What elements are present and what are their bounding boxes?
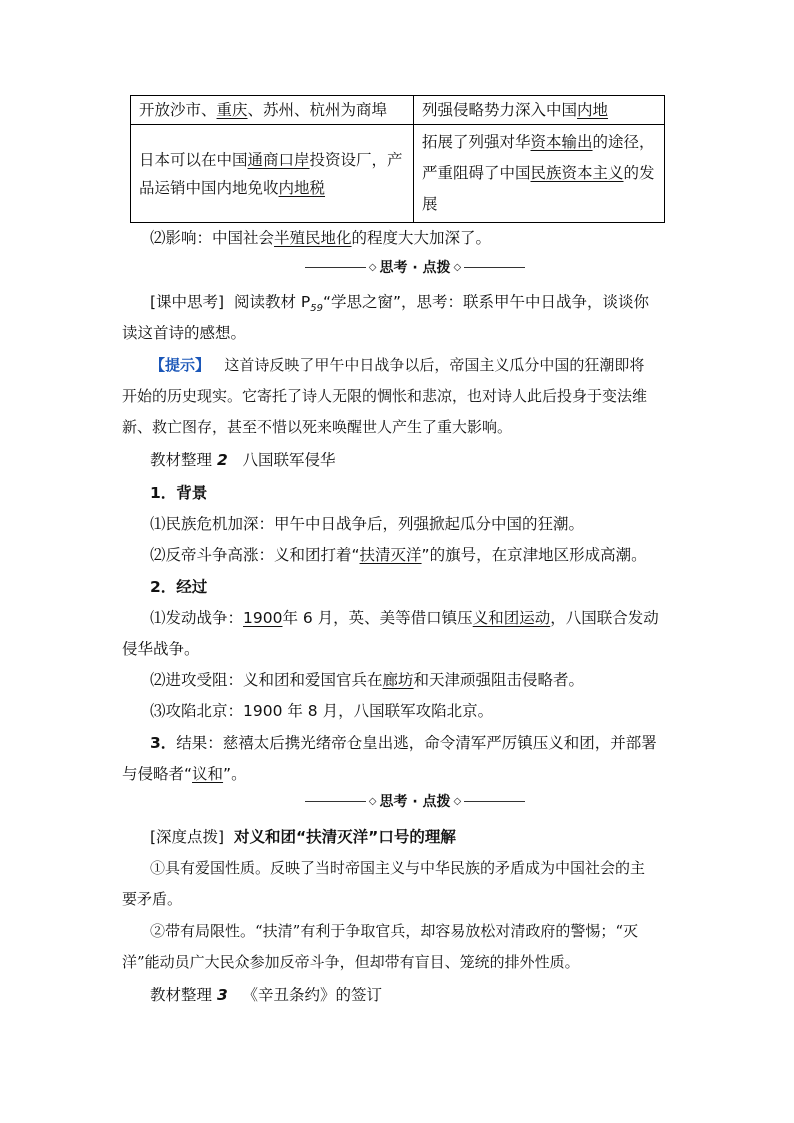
subheading: 2．经过 xyxy=(150,578,208,596)
body-line: 侵华战争。 xyxy=(122,640,200,658)
body-line: ⑴民族危机加深：甲午中日战争后，列强掀起瓜分中国的狂潮。 xyxy=(150,515,585,533)
body-line: ⑴发动战争：1900年 6 月，英、美等借口镇压义和团运动，八国联合发动 xyxy=(150,609,659,627)
table-cell: 列强侵略势力深入中国内地 xyxy=(414,96,665,125)
table-row xyxy=(131,125,665,223)
table-cell: 开放沙市、重庆、苏州、杭州为商埠 xyxy=(131,96,414,125)
body-line: ⑶攻陷北京：1900 年 8 月，八国联军攻陷北京。 xyxy=(150,702,494,720)
table-cell: 拓展了列强对华资本输出的途径，严重阻碍了中国民族资本主义的发展 xyxy=(414,125,665,223)
hint-line: 【提示】 这首诗反映了甲午中日战争以后，帝国主义瓜分中国的狂潮即将 xyxy=(150,356,645,374)
treaty-table xyxy=(130,95,665,223)
kai-line: ②带有局限性。“扶清”有利于争取官兵，却容易放松对清政府的警惕；“灭 xyxy=(150,922,639,940)
table-row xyxy=(131,96,665,125)
depth-heading: [深度点拨] 对义和团“扶清灭洋”口号的理解 xyxy=(150,828,456,846)
section-divider: ◇ 思考 · 点拨 ◇ xyxy=(305,791,525,811)
body-line: ⑵进攻受阻：义和团和爱国官兵在廊坊和天津顽强阻击侵略者。 xyxy=(150,671,585,689)
section-divider: ◇ 思考 · 点拨 ◇ xyxy=(305,257,525,277)
think-question: [课中思考] 阅读教材 $P_{59}“$学思之窗”，思考：联系甲午中日战争，谈谈你 xyxy=(150,293,650,315)
kai-line: 洋”能动员广大民众参加反帝斗争，但却带有盲目、笼统的排外性质。 xyxy=(122,953,580,971)
section-heading: 教材整理 2 八国联军侵华 xyxy=(150,451,336,469)
body-line: 3．结果：慈禧太后携光绪帝仓皇出逃，命令清军严厉镇压义和团，并部署 xyxy=(150,734,657,752)
think-question-cont: 读这首诗的感想。 xyxy=(122,324,247,342)
subheading: 1．背景 xyxy=(150,484,208,502)
body-line: ⑵反帝斗争高涨：义和团打着“扶清灭洋”的旗号，在京津地区形成高潮。 xyxy=(150,546,647,564)
kai-line: 要矛盾。 xyxy=(122,890,183,908)
kai-line: ①具有爱国性质。反映了当时帝国主义与中华民族的矛盾成为中国社会的主 xyxy=(150,859,646,877)
hint-line: 开始的历史现实。它寄托了诗人无限的惆怅和悲凉，也对诗人此后投身于变法维 xyxy=(122,387,648,405)
table-cell: 日本可以在中国通商口岸投资设厂，产品运销中国内地免收内地税 xyxy=(131,125,414,223)
influence-line: ⑵影响：中国社会半殖民地化的程度大大加深了。 xyxy=(150,229,492,247)
body-line: 与侵略者“议和”。 xyxy=(122,765,247,783)
hint-line: 新、救亡图存，甚至不惜以死来唤醒世人产生了重大影响。 xyxy=(122,418,513,436)
section-heading: 教材整理 3 《辛丑条约》的签订 xyxy=(150,986,383,1004)
